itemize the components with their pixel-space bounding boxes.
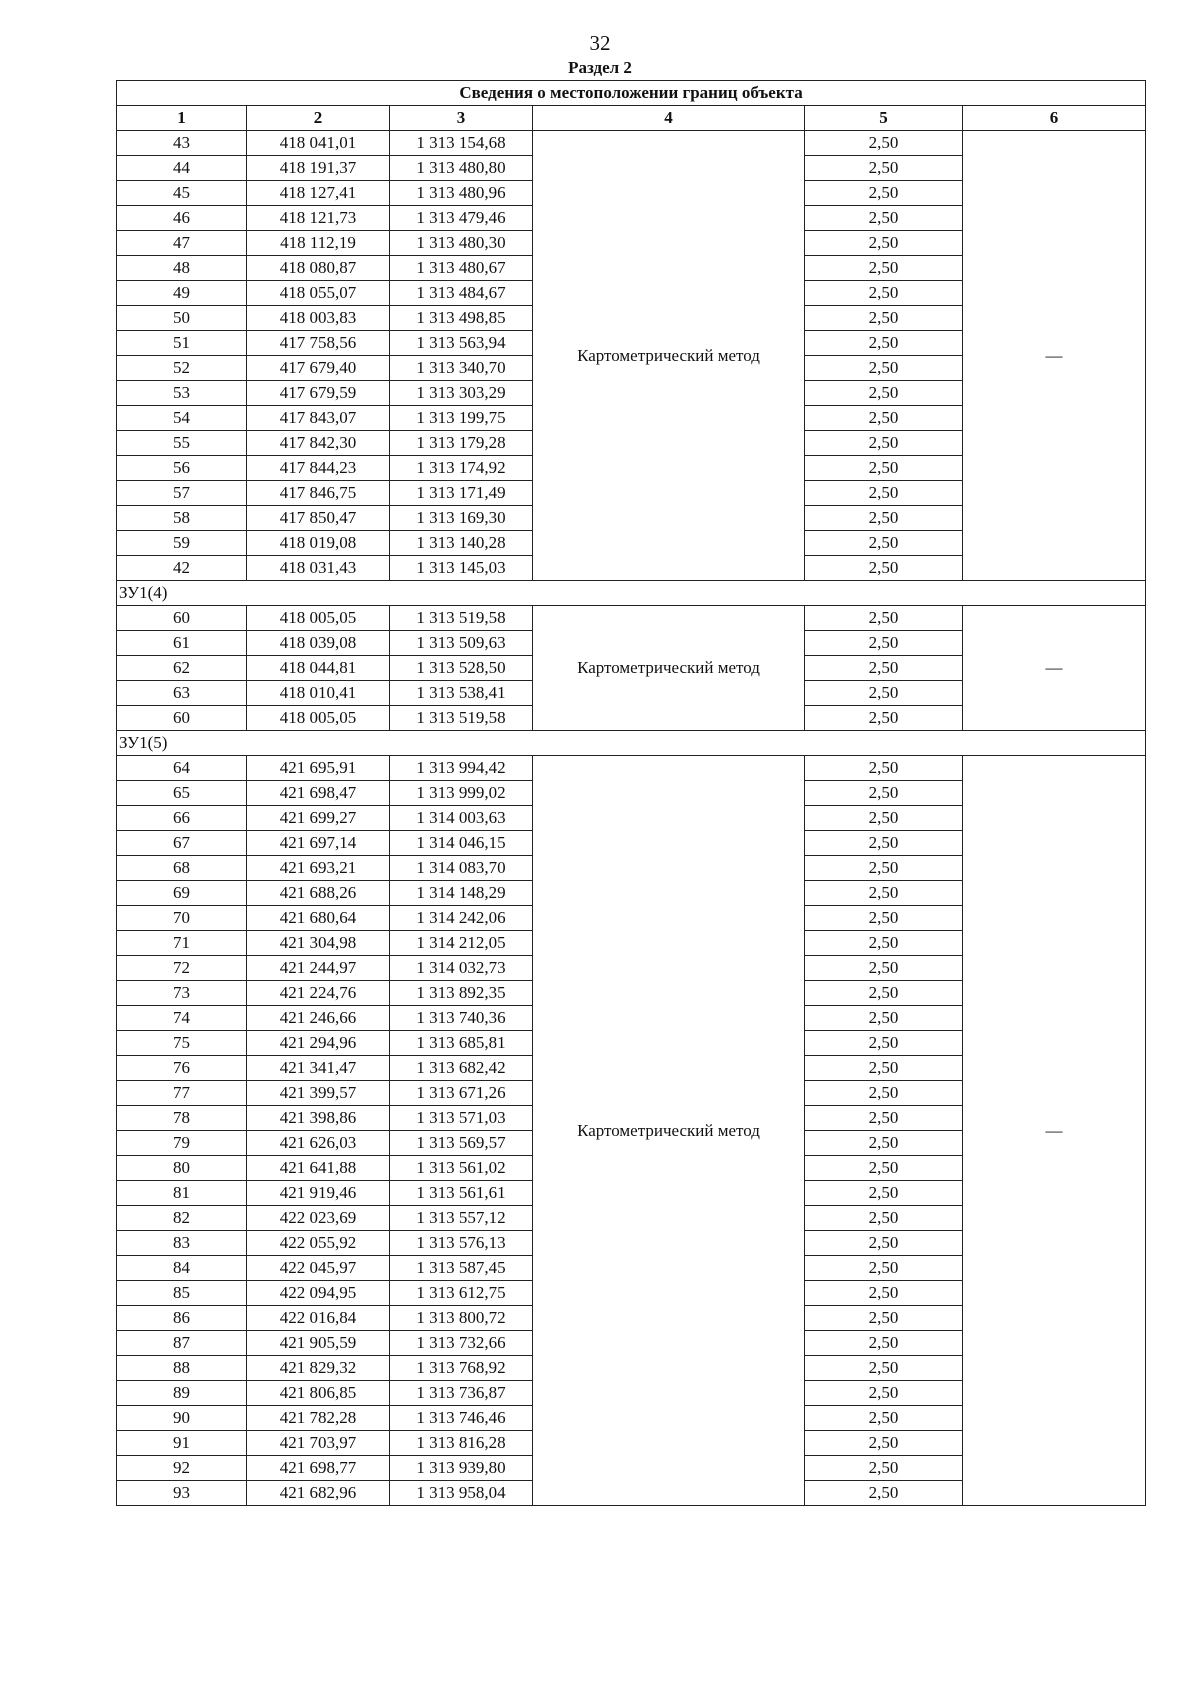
x-coordinate-cell: 417 846,75 (247, 481, 390, 506)
y-coordinate-cell: 1 313 569,57 (390, 1131, 533, 1156)
point-number-cell: 45 (117, 181, 247, 206)
point-number-cell: 48 (117, 256, 247, 281)
y-coordinate-cell: 1 314 242,06 (390, 906, 533, 931)
y-coordinate-cell: 1 313 484,67 (390, 281, 533, 306)
x-coordinate-cell: 421 699,27 (247, 806, 390, 831)
y-coordinate-cell: 1 314 032,73 (390, 956, 533, 981)
column6-dash-cell: — (963, 131, 1146, 581)
accuracy-cell: 2,50 (805, 1106, 963, 1131)
accuracy-cell: 2,50 (805, 331, 963, 356)
point-number-cell: 84 (117, 1256, 247, 1281)
point-number-cell: 65 (117, 781, 247, 806)
accuracy-cell: 2,50 (805, 481, 963, 506)
x-coordinate-cell: 421 688,26 (247, 881, 390, 906)
point-number-cell: 57 (117, 481, 247, 506)
x-coordinate-cell: 422 094,95 (247, 1281, 390, 1306)
accuracy-cell: 2,50 (805, 456, 963, 481)
y-coordinate-cell: 1 313 746,46 (390, 1406, 533, 1431)
point-number-cell: 61 (117, 631, 247, 656)
y-coordinate-cell: 1 313 538,41 (390, 681, 533, 706)
y-coordinate-cell: 1 313 685,81 (390, 1031, 533, 1056)
accuracy-cell: 2,50 (805, 531, 963, 556)
column-header-5: 5 (805, 106, 963, 131)
x-coordinate-cell: 421 697,14 (247, 831, 390, 856)
accuracy-cell: 2,50 (805, 831, 963, 856)
x-coordinate-cell: 421 246,66 (247, 1006, 390, 1031)
y-coordinate-cell: 1 314 148,29 (390, 881, 533, 906)
x-coordinate-cell: 418 127,41 (247, 181, 390, 206)
x-coordinate-cell: 418 010,41 (247, 681, 390, 706)
accuracy-cell: 2,50 (805, 1181, 963, 1206)
x-coordinate-cell: 418 121,73 (247, 206, 390, 231)
section-title: Раздел 2 (568, 58, 632, 77)
point-number-cell: 52 (117, 356, 247, 381)
point-number-cell: 42 (117, 556, 247, 581)
accuracy-cell: 2,50 (805, 856, 963, 881)
point-number-cell: 53 (117, 381, 247, 406)
point-number-cell: 73 (117, 981, 247, 1006)
x-coordinate-cell: 421 693,21 (247, 856, 390, 881)
x-coordinate-cell: 421 829,32 (247, 1356, 390, 1381)
x-coordinate-cell: 422 045,97 (247, 1256, 390, 1281)
y-coordinate-cell: 1 313 563,94 (390, 331, 533, 356)
column-header-6: 6 (963, 106, 1146, 131)
x-coordinate-cell: 421 698,47 (247, 781, 390, 806)
y-coordinate-cell: 1 314 083,70 (390, 856, 533, 881)
column-header-2: 2 (247, 106, 390, 131)
group-label: ЗУ1(5) (117, 731, 1146, 756)
y-coordinate-cell: 1 314 212,05 (390, 931, 533, 956)
point-number-cell: 71 (117, 931, 247, 956)
x-coordinate-cell: 421 294,96 (247, 1031, 390, 1056)
y-coordinate-cell: 1 313 174,92 (390, 456, 533, 481)
y-coordinate-cell: 1 313 480,96 (390, 181, 533, 206)
x-coordinate-cell: 418 031,43 (247, 556, 390, 581)
point-number-cell: 46 (117, 206, 247, 231)
point-number-cell: 88 (117, 1356, 247, 1381)
group-label: ЗУ1(4) (117, 581, 1146, 606)
x-coordinate-cell: 422 023,69 (247, 1206, 390, 1231)
y-coordinate-cell: 1 313 612,75 (390, 1281, 533, 1306)
point-number-cell: 43 (117, 131, 247, 156)
x-coordinate-cell: 417 844,23 (247, 456, 390, 481)
accuracy-cell: 2,50 (805, 256, 963, 281)
y-coordinate-cell: 1 313 480,67 (390, 256, 533, 281)
table-caption: Сведения о местоположении границ объекта (117, 81, 1146, 106)
y-coordinate-cell: 1 313 561,61 (390, 1181, 533, 1206)
accuracy-cell: 2,50 (805, 881, 963, 906)
y-coordinate-cell: 1 313 571,03 (390, 1106, 533, 1131)
accuracy-cell: 2,50 (805, 1381, 963, 1406)
accuracy-cell: 2,50 (805, 1006, 963, 1031)
table-row (117, 131, 1146, 156)
point-number-cell: 93 (117, 1481, 247, 1506)
y-coordinate-cell: 1 313 171,49 (390, 481, 533, 506)
y-coordinate-cell: 1 313 768,92 (390, 1356, 533, 1381)
accuracy-cell: 2,50 (805, 981, 963, 1006)
column-header-4: 4 (533, 106, 805, 131)
y-coordinate-cell: 1 313 519,58 (390, 606, 533, 631)
x-coordinate-cell: 418 055,07 (247, 281, 390, 306)
y-coordinate-cell: 1 313 498,85 (390, 306, 533, 331)
accuracy-cell: 2,50 (805, 206, 963, 231)
accuracy-cell: 2,50 (805, 1406, 963, 1431)
accuracy-cell: 2,50 (805, 756, 963, 781)
x-coordinate-cell: 418 019,08 (247, 531, 390, 556)
accuracy-cell: 2,50 (805, 281, 963, 306)
table-row (117, 606, 1146, 631)
group-label-row (117, 581, 1146, 606)
accuracy-cell: 2,50 (805, 1156, 963, 1181)
y-coordinate-cell: 1 313 340,70 (390, 356, 533, 381)
point-number-cell: 86 (117, 1306, 247, 1331)
y-coordinate-cell: 1 313 732,66 (390, 1331, 533, 1356)
accuracy-cell: 2,50 (805, 706, 963, 731)
x-coordinate-cell: 418 080,87 (247, 256, 390, 281)
point-number-cell: 81 (117, 1181, 247, 1206)
x-coordinate-cell: 421 806,85 (247, 1381, 390, 1406)
accuracy-cell: 2,50 (805, 1281, 963, 1306)
x-coordinate-cell: 417 850,47 (247, 506, 390, 531)
x-coordinate-cell: 418 005,05 (247, 706, 390, 731)
accuracy-cell: 2,50 (805, 656, 963, 681)
y-coordinate-cell: 1 313 519,58 (390, 706, 533, 731)
x-coordinate-cell: 421 304,98 (247, 931, 390, 956)
accuracy-cell: 2,50 (805, 506, 963, 531)
method-cell: Картометрический метод (533, 131, 805, 581)
point-number-cell: 89 (117, 1381, 247, 1406)
y-coordinate-cell: 1 313 999,02 (390, 781, 533, 806)
x-coordinate-cell: 421 244,97 (247, 956, 390, 981)
boundary-coordinates-table (116, 80, 1146, 1506)
accuracy-cell: 2,50 (805, 1456, 963, 1481)
point-number-cell: 83 (117, 1231, 247, 1256)
accuracy-cell: 2,50 (805, 1481, 963, 1506)
y-coordinate-cell: 1 313 939,80 (390, 1456, 533, 1481)
point-number-cell: 70 (117, 906, 247, 931)
x-coordinate-cell: 418 003,83 (247, 306, 390, 331)
accuracy-cell: 2,50 (805, 156, 963, 181)
point-number-cell: 56 (117, 456, 247, 481)
x-coordinate-cell: 421 341,47 (247, 1056, 390, 1081)
point-number-cell: 44 (117, 156, 247, 181)
y-coordinate-cell: 1 313 154,68 (390, 131, 533, 156)
y-coordinate-cell: 1 313 736,87 (390, 1381, 533, 1406)
x-coordinate-cell: 418 112,19 (247, 231, 390, 256)
point-number-cell: 63 (117, 681, 247, 706)
point-number-cell: 79 (117, 1131, 247, 1156)
accuracy-cell: 2,50 (805, 606, 963, 631)
x-coordinate-cell: 421 398,86 (247, 1106, 390, 1131)
y-coordinate-cell: 1 313 958,04 (390, 1481, 533, 1506)
point-number-cell: 59 (117, 531, 247, 556)
accuracy-cell: 2,50 (805, 806, 963, 831)
table-caption-row (117, 81, 1146, 106)
accuracy-cell: 2,50 (805, 406, 963, 431)
x-coordinate-cell: 417 679,59 (247, 381, 390, 406)
point-number-cell: 60 (117, 706, 247, 731)
point-number-cell: 68 (117, 856, 247, 881)
x-coordinate-cell: 418 039,08 (247, 631, 390, 656)
table-header-row (117, 106, 1146, 131)
accuracy-cell: 2,50 (805, 1356, 963, 1381)
y-coordinate-cell: 1 313 740,36 (390, 1006, 533, 1031)
x-coordinate-cell: 421 682,96 (247, 1481, 390, 1506)
accuracy-cell: 2,50 (805, 131, 963, 156)
point-number-cell: 55 (117, 431, 247, 456)
point-number-cell: 54 (117, 406, 247, 431)
point-number-cell: 91 (117, 1431, 247, 1456)
point-number-cell: 77 (117, 1081, 247, 1106)
accuracy-cell: 2,50 (805, 906, 963, 931)
x-coordinate-cell: 421 703,97 (247, 1431, 390, 1456)
y-coordinate-cell: 1 314 046,15 (390, 831, 533, 856)
x-coordinate-cell: 417 758,56 (247, 331, 390, 356)
point-number-cell: 87 (117, 1331, 247, 1356)
y-coordinate-cell: 1 313 557,12 (390, 1206, 533, 1231)
point-number-cell: 51 (117, 331, 247, 356)
column-header-3: 3 (390, 106, 533, 131)
y-coordinate-cell: 1 313 479,46 (390, 206, 533, 231)
column6-dash-cell: — (963, 606, 1146, 731)
point-number-cell: 82 (117, 1206, 247, 1231)
x-coordinate-cell: 418 005,05 (247, 606, 390, 631)
accuracy-cell: 2,50 (805, 1081, 963, 1106)
y-coordinate-cell: 1 313 140,28 (390, 531, 533, 556)
x-coordinate-cell: 421 905,59 (247, 1331, 390, 1356)
accuracy-cell: 2,50 (805, 631, 963, 656)
column6-dash-cell: — (963, 756, 1146, 1506)
x-coordinate-cell: 417 679,40 (247, 356, 390, 381)
accuracy-cell: 2,50 (805, 1056, 963, 1081)
x-coordinate-cell: 418 041,01 (247, 131, 390, 156)
point-number-cell: 69 (117, 881, 247, 906)
table-row (117, 756, 1146, 781)
y-coordinate-cell: 1 313 199,75 (390, 406, 533, 431)
accuracy-cell: 2,50 (805, 1256, 963, 1281)
point-number-cell: 47 (117, 231, 247, 256)
y-coordinate-cell: 1 313 303,29 (390, 381, 533, 406)
page-number: 32 (589, 31, 611, 55)
accuracy-cell: 2,50 (805, 431, 963, 456)
y-coordinate-cell: 1 313 587,45 (390, 1256, 533, 1281)
y-coordinate-cell: 1 313 892,35 (390, 981, 533, 1006)
point-number-cell: 62 (117, 656, 247, 681)
x-coordinate-cell: 421 641,88 (247, 1156, 390, 1181)
x-coordinate-cell: 417 843,07 (247, 406, 390, 431)
point-number-cell: 75 (117, 1031, 247, 1056)
y-coordinate-cell: 1 313 994,42 (390, 756, 533, 781)
accuracy-cell: 2,50 (805, 381, 963, 406)
point-number-cell: 72 (117, 956, 247, 981)
group-label-row (117, 731, 1146, 756)
x-coordinate-cell: 421 919,46 (247, 1181, 390, 1206)
x-coordinate-cell: 421 782,28 (247, 1406, 390, 1431)
accuracy-cell: 2,50 (805, 231, 963, 256)
column-header-1: 1 (117, 106, 247, 131)
accuracy-cell: 2,50 (805, 931, 963, 956)
method-cell: Картометрический метод (533, 756, 805, 1506)
point-number-cell: 92 (117, 1456, 247, 1481)
point-number-cell: 64 (117, 756, 247, 781)
x-coordinate-cell: 422 055,92 (247, 1231, 390, 1256)
y-coordinate-cell: 1 313 179,28 (390, 431, 533, 456)
x-coordinate-cell: 421 224,76 (247, 981, 390, 1006)
y-coordinate-cell: 1 313 671,26 (390, 1081, 533, 1106)
x-coordinate-cell: 421 698,77 (247, 1456, 390, 1481)
x-coordinate-cell: 422 016,84 (247, 1306, 390, 1331)
x-coordinate-cell: 421 680,64 (247, 906, 390, 931)
point-number-cell: 90 (117, 1406, 247, 1431)
y-coordinate-cell: 1 314 003,63 (390, 806, 533, 831)
accuracy-cell: 2,50 (805, 1131, 963, 1156)
x-coordinate-cell: 418 191,37 (247, 156, 390, 181)
point-number-cell: 67 (117, 831, 247, 856)
point-number-cell: 49 (117, 281, 247, 306)
y-coordinate-cell: 1 313 528,50 (390, 656, 533, 681)
accuracy-cell: 2,50 (805, 1031, 963, 1056)
accuracy-cell: 2,50 (805, 556, 963, 581)
accuracy-cell: 2,50 (805, 1306, 963, 1331)
accuracy-cell: 2,50 (805, 1231, 963, 1256)
point-number-cell: 85 (117, 1281, 247, 1306)
point-number-cell: 74 (117, 1006, 247, 1031)
y-coordinate-cell: 1 313 816,28 (390, 1431, 533, 1456)
y-coordinate-cell: 1 313 480,30 (390, 231, 533, 256)
accuracy-cell: 2,50 (805, 356, 963, 381)
accuracy-cell: 2,50 (805, 1206, 963, 1231)
x-coordinate-cell: 421 626,03 (247, 1131, 390, 1156)
y-coordinate-cell: 1 313 800,72 (390, 1306, 533, 1331)
point-number-cell: 58 (117, 506, 247, 531)
accuracy-cell: 2,50 (805, 681, 963, 706)
y-coordinate-cell: 1 313 145,03 (390, 556, 533, 581)
accuracy-cell: 2,50 (805, 781, 963, 806)
point-number-cell: 76 (117, 1056, 247, 1081)
y-coordinate-cell: 1 313 509,63 (390, 631, 533, 656)
method-cell: Картометрический метод (533, 606, 805, 731)
accuracy-cell: 2,50 (805, 956, 963, 981)
point-number-cell: 50 (117, 306, 247, 331)
accuracy-cell: 2,50 (805, 1431, 963, 1456)
accuracy-cell: 2,50 (805, 306, 963, 331)
point-number-cell: 80 (117, 1156, 247, 1181)
accuracy-cell: 2,50 (805, 1331, 963, 1356)
x-coordinate-cell: 421 399,57 (247, 1081, 390, 1106)
x-coordinate-cell: 417 842,30 (247, 431, 390, 456)
x-coordinate-cell: 421 695,91 (247, 756, 390, 781)
y-coordinate-cell: 1 313 480,80 (390, 156, 533, 181)
y-coordinate-cell: 1 313 682,42 (390, 1056, 533, 1081)
y-coordinate-cell: 1 313 561,02 (390, 1156, 533, 1181)
y-coordinate-cell: 1 313 169,30 (390, 506, 533, 531)
accuracy-cell: 2,50 (805, 181, 963, 206)
y-coordinate-cell: 1 313 576,13 (390, 1231, 533, 1256)
point-number-cell: 78 (117, 1106, 247, 1131)
x-coordinate-cell: 418 044,81 (247, 656, 390, 681)
point-number-cell: 66 (117, 806, 247, 831)
point-number-cell: 60 (117, 606, 247, 631)
